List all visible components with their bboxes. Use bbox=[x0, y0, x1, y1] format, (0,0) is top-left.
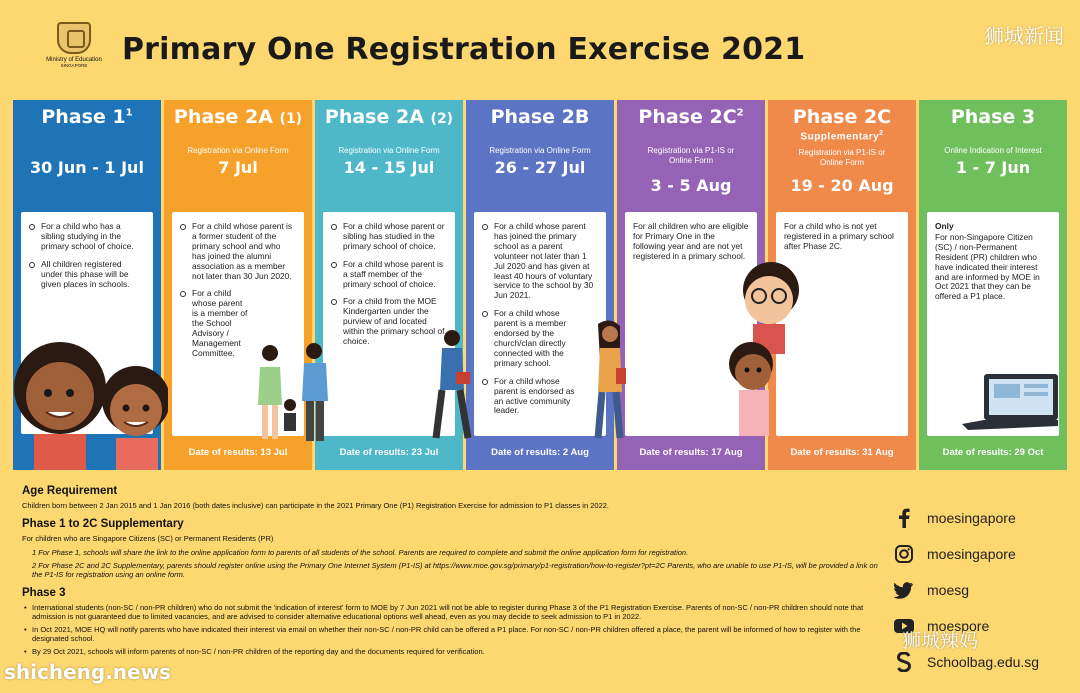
criteria-item: For non-Singapore Citizen (SC) / non-Permanent Resident (PR) children who have indicated their interest and are informed by MOE in Oct 2021 that they can be offered a P1 place. bbox=[935, 231, 1040, 302]
results-date: Date of results: 13 Jul bbox=[188, 447, 288, 458]
results-date: Date of results: 29 Oct bbox=[942, 447, 1044, 458]
criteria-item: For a child whose parent is endorsed as an active community leader. bbox=[482, 377, 582, 417]
facebook-icon bbox=[893, 507, 915, 529]
results-date: Date of results: 17 Aug bbox=[639, 447, 743, 458]
phase-date: 19 - 20 Aug bbox=[790, 176, 894, 195]
phase-1-2c-heading: Phase 1 to 2C Supplementary bbox=[22, 517, 184, 530]
footnote-1: 1 For Phase 1, schools will share the link to the online application form to parents of all students of the school. Parents are required to complete and submit the online application form for registration. bbox=[32, 547, 689, 557]
phase-card bbox=[474, 212, 606, 436]
registration-method: Registration via P1-IS or Online Form bbox=[798, 148, 886, 167]
social-link-facebook[interactable] bbox=[893, 500, 1063, 536]
criteria-item: For a child who is not yet registered in a primary school after Phase 2C. bbox=[784, 221, 894, 251]
phase-title bbox=[164, 106, 312, 128]
ministry-name: Ministry of Education bbox=[46, 57, 102, 63]
phase-sup: (2) bbox=[430, 111, 454, 127]
registration-method: Registration via Online Form bbox=[489, 146, 591, 155]
registration-method: Registration via Online Form bbox=[187, 146, 289, 155]
phase-3-item: • By 29 Oct 2021, schools will inform parents of non-SC / non-PR children of the reporting day and the documents required for verification. bbox=[22, 647, 882, 656]
social-links bbox=[893, 500, 1063, 680]
criteria-item: For a child who has a sibling studying in the primary school of choice. bbox=[29, 222, 145, 252]
social-link-instagram[interactable] bbox=[893, 536, 1063, 572]
criteria-item: For a child whose parent is a member endorsed by the church/clan directly connected with the primary school. bbox=[482, 309, 572, 368]
phase-3-heading: Phase 3 bbox=[22, 586, 66, 599]
ministry-country: SINGAPORE bbox=[60, 63, 88, 68]
phase-subtitle-text: Supplementary bbox=[800, 131, 880, 143]
results-date: Date of results: 23 Jul bbox=[339, 447, 439, 458]
watermark-bottom-left: shicheng.news bbox=[4, 660, 171, 684]
phase-title: Phase 2B bbox=[490, 106, 590, 128]
criteria-item: For all children who are eligible for Primary One in the following year and are not yet registered in a primary school. bbox=[633, 221, 749, 261]
instagram-icon bbox=[893, 543, 915, 565]
phase-subtitle bbox=[768, 130, 916, 142]
page-title: Primary One Registration Exercise 2021 bbox=[122, 32, 806, 67]
social-label: moesingapore bbox=[927, 510, 1016, 526]
registration-method: Online Indication of Interest bbox=[944, 146, 1042, 155]
phase-title-text: Phase 2C bbox=[638, 106, 737, 128]
criteria-item: For a child whose parent is a former student of the primary school and who has joined the alumni association as a member not later than 30 Jun 2020. bbox=[180, 222, 296, 281]
criteria-item: For a child whose parent is a staff member of the primary school of choice. bbox=[331, 260, 447, 290]
phase-date: 7 Jul bbox=[218, 158, 258, 177]
phase-1-2c-text: For children who are Singapore Citizens (SC) or Permanent Residents (PR) bbox=[22, 534, 274, 544]
phase-sup: 2 bbox=[879, 130, 884, 137]
phase-date: 3 - 5 Aug bbox=[650, 176, 732, 195]
registration-method: Registration via P1-IS or Online Form bbox=[647, 146, 735, 165]
criteria-item: Only bbox=[935, 221, 954, 231]
phase-sup: 2 bbox=[736, 107, 744, 119]
social-label: Schoolbag.edu.sg bbox=[927, 654, 1040, 670]
criteria-item: For a child from the MOE Kindergarten under the purview of and located within the primary school of choice. bbox=[331, 297, 447, 347]
criteria-item: For a child whose parent has joined the primary school as a parent volunteer not later than 1 Jul 2020 and has given at least 40 hours of voluntary service to the school by 30 Jun 2021. bbox=[482, 222, 598, 301]
twitter-icon bbox=[893, 579, 915, 601]
laptop-illustration bbox=[958, 370, 1062, 434]
social-label: moesg bbox=[927, 582, 970, 598]
criteria-item: All children registered under this phase will be given places in schools. bbox=[29, 260, 145, 290]
kids-illustration bbox=[715, 260, 811, 436]
results-date: Date of results: 2 Aug bbox=[491, 447, 589, 458]
phase-3-item: • In Oct 2021, MOE HQ will notify parents who have indicated their interest via email on whether their non-SC / non-PR child can be offered a P1 place. For non-SC / non-PR children offered a place, the parent will be informed of how to register with the designated school. bbox=[22, 625, 882, 644]
footnote-2: 2 For Phase 2C and 2C Supplementary, parents should register online using the Primary One Internet System (P1-IS) at https://www.moe.gov.sg/primary/p1-registration/how-to-register?pt=2C Parents, who are unable to use P1-IS, will be provided a link on the P1-IS for registration using an online form. bbox=[32, 560, 878, 580]
phase-date: 1 - 7 Jun bbox=[955, 158, 1031, 177]
schoolbag-icon bbox=[893, 651, 915, 673]
phase-title bbox=[13, 106, 161, 128]
footer-notes bbox=[22, 484, 882, 659]
social-label: moesingapore bbox=[927, 546, 1016, 562]
phase-3-item: • International students (non-SC / non-PR children) who do not submit the 'indication of interest' form to MOE by 7 Jun 2021 will not be able to register during Phase 3 of the P1 Registration Exercise. Parents of non-SC / non-PR children should note that admission is not guaranteed due to limited vacancies, and are advised to consider alternative educational options well ahead, even as you may decide to seek admission to P1 in 2022. bbox=[22, 603, 882, 622]
criteria-item: For a child whose parent is a member of the School Advisory / Management Committee. bbox=[180, 289, 250, 358]
social-label: moespore bbox=[927, 618, 990, 634]
age-text: Children born between 2 Jan 2015 and 1 Jan 2016 (both dates inclusive) can participate in the 2021 Primary One (P1) Registration Exercise for admission to P1 classes in 2022. bbox=[22, 501, 609, 511]
phase-date: 14 - 15 Jul bbox=[343, 158, 435, 177]
crest-icon bbox=[57, 22, 91, 54]
phase-title: Phase 2C bbox=[792, 106, 892, 128]
woman-illustration bbox=[590, 320, 630, 442]
phase-date: 30 Jun - 1 Jul bbox=[30, 158, 144, 177]
criteria-item: For a child whose parent or sibling has studied in the primary school of choice. bbox=[331, 222, 447, 252]
family-illustration bbox=[252, 343, 344, 443]
phase-columns bbox=[13, 100, 1067, 470]
age-heading: Age Requirement bbox=[22, 485, 118, 497]
phase-title-text: Phase 1 bbox=[41, 106, 126, 128]
phase-sup: 1 bbox=[125, 107, 133, 119]
phase-title: Phase 3 bbox=[950, 106, 1036, 128]
header bbox=[0, 0, 1080, 98]
results-date: Date of results: 31 Aug bbox=[790, 447, 894, 458]
moe-logo bbox=[40, 22, 108, 68]
phase-sup: (1) bbox=[279, 111, 303, 127]
phase-date: 26 - 27 Jul bbox=[494, 158, 586, 177]
man-illustration bbox=[432, 330, 472, 442]
watermark-top: 狮城新闻 bbox=[984, 24, 1064, 48]
registration-method: Registration via Online Form bbox=[338, 146, 440, 155]
watermark-bottom-right: 狮城辣妈 bbox=[902, 630, 979, 652]
phase-title-text: Phase 2A bbox=[173, 106, 273, 128]
social-link-twitter[interactable] bbox=[893, 572, 1063, 608]
phase-title bbox=[617, 106, 765, 128]
phase-title-text: Phase 2A bbox=[324, 106, 424, 128]
phase-title bbox=[315, 106, 463, 128]
children-illustration bbox=[8, 338, 168, 470]
